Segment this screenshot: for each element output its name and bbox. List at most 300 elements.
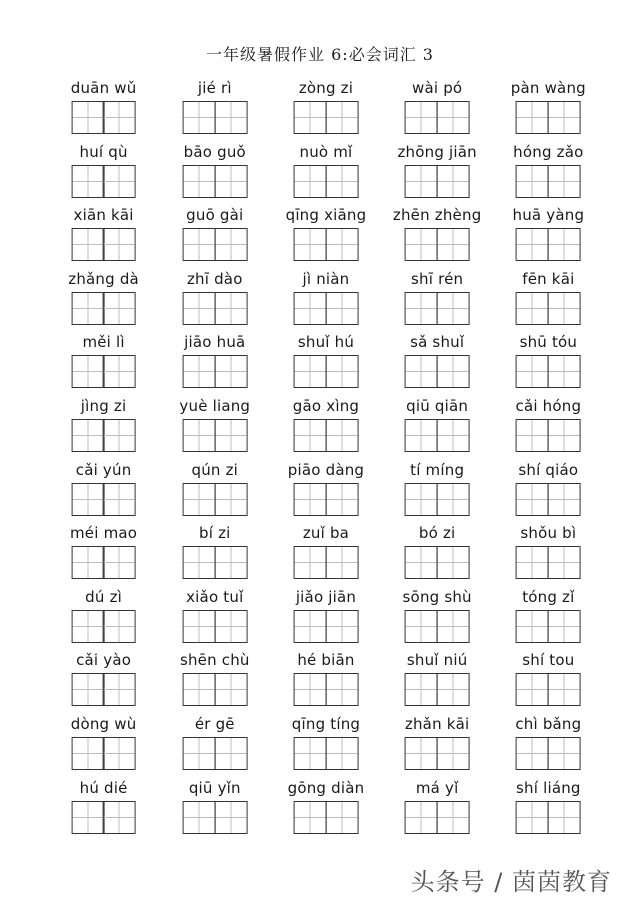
writing-box[interactable]	[294, 610, 327, 643]
writing-box[interactable]	[548, 419, 581, 452]
writing-boxes	[182, 165, 247, 198]
pinyin-label: gāo xìng	[292, 396, 360, 415]
writing-boxes	[182, 737, 247, 770]
pinyin-label: zòng zi	[298, 79, 354, 97]
writing-boxes	[71, 673, 136, 706]
pinyin-label: guō gài	[186, 206, 244, 225]
pinyin-label: zhōng jiān	[397, 142, 477, 161]
pinyin-label: qīng xiāng	[285, 206, 367, 225]
writing-box[interactable]	[294, 546, 327, 579]
writing-box[interactable]	[182, 610, 215, 643]
word-item	[48, 712, 159, 776]
writing-box[interactable]	[325, 419, 358, 452]
word-item	[493, 458, 604, 522]
pinyin-label: ér gē	[194, 714, 235, 733]
writing-box[interactable]	[71, 801, 104, 834]
writing-boxes	[71, 419, 136, 452]
writing-boxes	[405, 292, 470, 325]
writing-boxes	[405, 165, 470, 198]
word-item	[493, 585, 604, 649]
writing-boxes	[516, 419, 581, 452]
writing-box[interactable]	[294, 737, 327, 770]
writing-box[interactable]	[103, 483, 136, 516]
writing-boxes	[294, 292, 359, 325]
word-item	[48, 585, 159, 649]
word-item	[159, 585, 270, 649]
word-item	[382, 521, 493, 585]
writing-boxes	[182, 355, 247, 388]
writing-box[interactable]	[325, 801, 358, 834]
word-item	[493, 140, 604, 204]
pinyin-label: měi lì	[82, 333, 125, 352]
writing-box[interactable]	[182, 801, 215, 834]
writing-boxes	[71, 610, 136, 643]
writing-box[interactable]	[103, 355, 136, 388]
pinyin-label: shǒu bì	[520, 524, 577, 543]
writing-box[interactable]	[214, 610, 247, 643]
writing-boxes	[71, 165, 136, 198]
word-item	[48, 76, 159, 140]
writing-box[interactable]	[214, 355, 247, 388]
writing-box[interactable]	[71, 483, 104, 516]
writing-box[interactable]	[437, 737, 470, 770]
word-item	[270, 267, 381, 331]
word-item	[159, 76, 270, 140]
writing-box[interactable]	[182, 292, 215, 325]
writing-boxes	[294, 483, 359, 516]
pinyin-label: jìng zi	[80, 396, 127, 415]
pinyin-label: zuǐ ba	[302, 524, 350, 543]
word-item	[493, 394, 604, 458]
writing-box[interactable]	[182, 737, 215, 770]
writing-box[interactable]	[214, 737, 247, 770]
writing-box[interactable]	[71, 228, 104, 261]
writing-box[interactable]	[516, 801, 549, 834]
word-item	[48, 648, 159, 712]
writing-boxes	[182, 292, 247, 325]
pinyin-label: shēn chù	[179, 651, 250, 670]
pinyin-label: méi mao	[70, 524, 138, 543]
word-item	[382, 712, 493, 776]
writing-box[interactable]	[214, 483, 247, 516]
writing-boxes	[71, 546, 136, 579]
pinyin-label: qiū qiān	[406, 396, 469, 415]
writing-box[interactable]	[325, 101, 358, 134]
writing-boxes	[405, 483, 470, 516]
watermark: 头条号 / 茵茵教育	[410, 868, 612, 896]
pinyin-label: chì bǎng	[515, 714, 582, 733]
writing-boxes	[182, 228, 247, 261]
writing-box[interactable]	[214, 419, 247, 452]
pinyin-label: nuò mǐ	[299, 142, 353, 161]
writing-boxes	[294, 419, 359, 452]
writing-box[interactable]	[516, 419, 549, 452]
writing-box[interactable]	[182, 165, 215, 198]
writing-box[interactable]	[548, 673, 581, 706]
writing-boxes	[405, 801, 470, 834]
writing-box[interactable]	[405, 165, 438, 198]
word-item	[493, 330, 604, 394]
writing-box[interactable]	[437, 610, 470, 643]
word-item	[159, 648, 270, 712]
writing-box[interactable]	[405, 483, 438, 516]
writing-boxes	[405, 355, 470, 388]
writing-box[interactable]	[405, 801, 438, 834]
writing-box[interactable]	[516, 610, 549, 643]
word-item	[270, 203, 381, 267]
writing-boxes	[405, 737, 470, 770]
pinyin-label: jiāo huā	[184, 333, 246, 352]
pinyin-label: hóng zǎo	[513, 142, 584, 161]
writing-box[interactable]	[103, 165, 136, 198]
word-item	[48, 394, 159, 458]
writing-box[interactable]	[71, 610, 104, 643]
word-item	[270, 648, 381, 712]
writing-box[interactable]	[294, 101, 327, 134]
pinyin-label: shí tou	[522, 651, 575, 670]
pinyin-label: zhǎn kāi	[404, 714, 470, 733]
writing-box[interactable]	[182, 483, 215, 516]
word-item	[159, 458, 270, 522]
word-item	[270, 330, 381, 394]
writing-box[interactable]	[71, 419, 104, 452]
writing-box[interactable]	[103, 610, 136, 643]
writing-boxes	[405, 546, 470, 579]
writing-boxes	[71, 737, 136, 770]
writing-box[interactable]	[437, 165, 470, 198]
writing-box[interactable]	[182, 355, 215, 388]
writing-box[interactable]	[182, 673, 215, 706]
writing-box[interactable]	[516, 101, 549, 134]
writing-box[interactable]	[516, 292, 549, 325]
writing-boxes	[294, 801, 359, 834]
pinyin-label: qiū yǐn	[188, 778, 241, 797]
writing-box[interactable]	[71, 673, 104, 706]
writing-box[interactable]	[103, 101, 136, 134]
writing-box[interactable]	[71, 546, 104, 579]
word-item	[382, 76, 493, 140]
pinyin-label: sōng shù	[402, 587, 472, 606]
word-item	[48, 140, 159, 204]
writing-box[interactable]	[214, 101, 247, 134]
writing-box[interactable]	[294, 292, 327, 325]
word-item	[159, 394, 270, 458]
writing-boxes	[182, 610, 247, 643]
word-item	[493, 203, 604, 267]
writing-box[interactable]	[294, 673, 327, 706]
writing-box[interactable]	[437, 801, 470, 834]
writing-box[interactable]	[516, 165, 549, 198]
pinyin-label: huí qù	[79, 142, 128, 161]
pinyin-label: piāo dàng	[287, 460, 365, 479]
pinyin-label: cǎi yún	[75, 460, 132, 479]
writing-box[interactable]	[103, 228, 136, 261]
word-item	[159, 521, 270, 585]
writing-boxes	[516, 101, 581, 134]
pinyin-label: fēn kāi	[522, 269, 575, 288]
writing-box[interactable]	[325, 610, 358, 643]
word-item	[493, 712, 604, 776]
pinyin-label: shuǐ niú	[406, 651, 468, 670]
writing-box[interactable]	[294, 483, 327, 516]
writing-box[interactable]	[437, 419, 470, 452]
pinyin-label: bāo guǒ	[183, 142, 246, 161]
writing-boxes	[294, 101, 359, 134]
writing-box[interactable]	[103, 801, 136, 834]
writing-box[interactable]	[405, 355, 438, 388]
pinyin-label: qún zi	[191, 460, 239, 479]
writing-box[interactable]	[516, 355, 549, 388]
word-item	[270, 712, 381, 776]
writing-box[interactable]	[548, 292, 581, 325]
writing-box[interactable]	[103, 292, 136, 325]
writing-box[interactable]	[437, 483, 470, 516]
writing-box[interactable]	[548, 483, 581, 516]
writing-box[interactable]	[516, 737, 549, 770]
writing-box[interactable]	[182, 228, 215, 261]
writing-boxes	[294, 546, 359, 579]
writing-box[interactable]	[405, 610, 438, 643]
pinyin-label: zhī dào	[186, 269, 243, 288]
writing-box[interactable]	[71, 292, 104, 325]
word-item	[48, 458, 159, 522]
pinyin-label: tí míng	[410, 460, 465, 479]
word-item	[159, 267, 270, 331]
word-item	[382, 330, 493, 394]
writing-boxes	[71, 483, 136, 516]
writing-box[interactable]	[437, 228, 470, 261]
writing-boxes	[516, 673, 581, 706]
writing-boxes	[294, 673, 359, 706]
word-item	[382, 776, 493, 840]
pinyin-label: xiǎo tuǐ	[186, 587, 244, 606]
writing-boxes	[516, 483, 581, 516]
pinyin-label: shū tóu	[519, 333, 578, 352]
writing-box[interactable]	[548, 610, 581, 643]
word-item	[270, 140, 381, 204]
pinyin-label: sǎ shuǐ	[410, 333, 465, 352]
writing-boxes	[182, 483, 247, 516]
writing-box[interactable]	[405, 546, 438, 579]
word-grid	[48, 76, 604, 839]
writing-boxes	[516, 610, 581, 643]
writing-boxes	[294, 228, 359, 261]
writing-boxes	[182, 801, 247, 834]
word-item	[48, 203, 159, 267]
word-item	[493, 521, 604, 585]
pinyin-label: shuǐ hú	[297, 333, 355, 352]
writing-box[interactable]	[71, 737, 104, 770]
pinyin-label: zhēn zhèng	[392, 206, 482, 225]
writing-box[interactable]	[182, 419, 215, 452]
writing-box[interactable]	[214, 801, 247, 834]
word-item	[159, 776, 270, 840]
writing-box[interactable]	[214, 292, 247, 325]
writing-boxes	[71, 228, 136, 261]
word-item	[48, 267, 159, 331]
word-item	[270, 521, 381, 585]
word-item	[382, 458, 493, 522]
writing-box[interactable]	[437, 546, 470, 579]
writing-box[interactable]	[214, 165, 247, 198]
writing-box[interactable]	[548, 801, 581, 834]
word-item	[493, 776, 604, 840]
writing-box[interactable]	[405, 673, 438, 706]
writing-box[interactable]	[325, 483, 358, 516]
writing-box[interactable]	[294, 165, 327, 198]
writing-boxes	[294, 610, 359, 643]
writing-box[interactable]	[182, 101, 215, 134]
writing-box[interactable]	[325, 737, 358, 770]
writing-boxes	[71, 355, 136, 388]
pinyin-label: jié rì	[197, 79, 232, 97]
writing-boxes	[516, 228, 581, 261]
writing-box[interactable]	[214, 228, 247, 261]
word-item	[493, 648, 604, 712]
writing-boxes	[182, 673, 247, 706]
writing-boxes	[405, 419, 470, 452]
pinyin-label: hú dié	[79, 778, 128, 797]
writing-box[interactable]	[103, 419, 136, 452]
pinyin-label: qīng tíng	[291, 714, 361, 733]
writing-box[interactable]	[405, 737, 438, 770]
writing-box[interactable]	[405, 101, 438, 134]
writing-box[interactable]	[548, 546, 581, 579]
writing-box[interactable]	[71, 101, 104, 134]
writing-box[interactable]	[325, 228, 358, 261]
pinyin-label: cǎi hóng	[515, 396, 582, 415]
writing-box[interactable]	[437, 292, 470, 325]
writing-box[interactable]	[182, 546, 215, 579]
word-item	[270, 585, 381, 649]
pinyin-label: tóng zǐ	[522, 587, 575, 606]
writing-box[interactable]	[214, 673, 247, 706]
word-item	[159, 203, 270, 267]
writing-boxes	[516, 292, 581, 325]
writing-boxes	[182, 101, 247, 134]
word-item	[382, 203, 493, 267]
pinyin-label: gōng diàn	[287, 778, 365, 797]
writing-boxes	[516, 737, 581, 770]
pinyin-label: dú zì	[85, 587, 123, 606]
word-item	[48, 330, 159, 394]
pinyin-label: dòng wù	[70, 714, 137, 733]
writing-boxes	[516, 801, 581, 834]
writing-boxes	[294, 165, 359, 198]
writing-box[interactable]	[294, 228, 327, 261]
pinyin-label: shí qiáo	[518, 460, 579, 479]
pinyin-label: jì niàn	[302, 269, 350, 288]
writing-boxes	[294, 737, 359, 770]
worksheet-title: 一年级暑假作业 6:必会词汇 3	[206, 45, 434, 64]
writing-box[interactable]	[437, 355, 470, 388]
writing-boxes	[405, 228, 470, 261]
writing-boxes	[516, 165, 581, 198]
writing-box[interactable]	[548, 165, 581, 198]
word-item	[270, 458, 381, 522]
word-item	[270, 776, 381, 840]
word-item	[493, 267, 604, 331]
pinyin-label: cǎi yào	[76, 651, 132, 670]
word-item	[48, 776, 159, 840]
writing-box[interactable]	[325, 355, 358, 388]
writing-boxes	[182, 419, 247, 452]
writing-box[interactable]	[516, 546, 549, 579]
writing-box[interactable]	[103, 546, 136, 579]
writing-box[interactable]	[325, 673, 358, 706]
pinyin-label: shī rén	[411, 269, 464, 288]
word-item	[270, 394, 381, 458]
writing-box[interactable]	[405, 228, 438, 261]
writing-box[interactable]	[294, 355, 327, 388]
writing-boxes	[516, 355, 581, 388]
writing-boxes	[71, 801, 136, 834]
pinyin-label: shí liáng	[516, 778, 581, 797]
writing-boxes	[294, 355, 359, 388]
word-item	[382, 394, 493, 458]
writing-boxes	[405, 610, 470, 643]
pinyin-label: bí zi	[199, 524, 231, 543]
writing-box[interactable]	[437, 673, 470, 706]
writing-box[interactable]	[516, 483, 549, 516]
word-item	[382, 267, 493, 331]
pinyin-label: zhǎng dà	[68, 269, 139, 288]
word-item	[493, 76, 604, 140]
word-item	[382, 648, 493, 712]
word-item	[270, 76, 381, 140]
writing-box[interactable]	[294, 801, 327, 834]
writing-boxes	[405, 101, 470, 134]
writing-boxes	[516, 546, 581, 579]
word-item	[159, 712, 270, 776]
writing-box[interactable]	[103, 737, 136, 770]
writing-box[interactable]	[516, 673, 549, 706]
pinyin-label: jiǎo jiān	[295, 587, 357, 606]
pinyin-label: yuè liang	[179, 396, 251, 415]
writing-box[interactable]	[214, 546, 247, 579]
pinyin-label: pàn wàng	[510, 79, 586, 97]
writing-box[interactable]	[548, 355, 581, 388]
word-item	[159, 330, 270, 394]
writing-box[interactable]	[103, 673, 136, 706]
writing-boxes	[71, 101, 136, 134]
word-item	[382, 585, 493, 649]
writing-box[interactable]	[325, 546, 358, 579]
pinyin-label: bó zi	[418, 524, 456, 543]
writing-box[interactable]	[71, 165, 104, 198]
writing-box[interactable]	[516, 228, 549, 261]
pinyin-label: hé biān	[297, 651, 355, 670]
writing-box[interactable]	[548, 228, 581, 261]
word-item	[159, 140, 270, 204]
writing-boxes	[71, 292, 136, 325]
writing-box[interactable]	[405, 292, 438, 325]
writing-box[interactable]	[325, 292, 358, 325]
writing-box[interactable]	[71, 355, 104, 388]
writing-box[interactable]	[548, 101, 581, 134]
writing-boxes	[182, 546, 247, 579]
writing-box[interactable]	[548, 737, 581, 770]
pinyin-label: duān wǔ	[70, 79, 137, 97]
writing-box[interactable]	[437, 101, 470, 134]
pinyin-label: wài pó	[412, 79, 463, 97]
word-item	[48, 521, 159, 585]
pinyin-label: xiān kāi	[73, 206, 134, 225]
writing-box[interactable]	[325, 165, 358, 198]
writing-box[interactable]	[405, 419, 438, 452]
writing-box[interactable]	[294, 419, 327, 452]
pinyin-label: má yǐ	[415, 778, 459, 797]
